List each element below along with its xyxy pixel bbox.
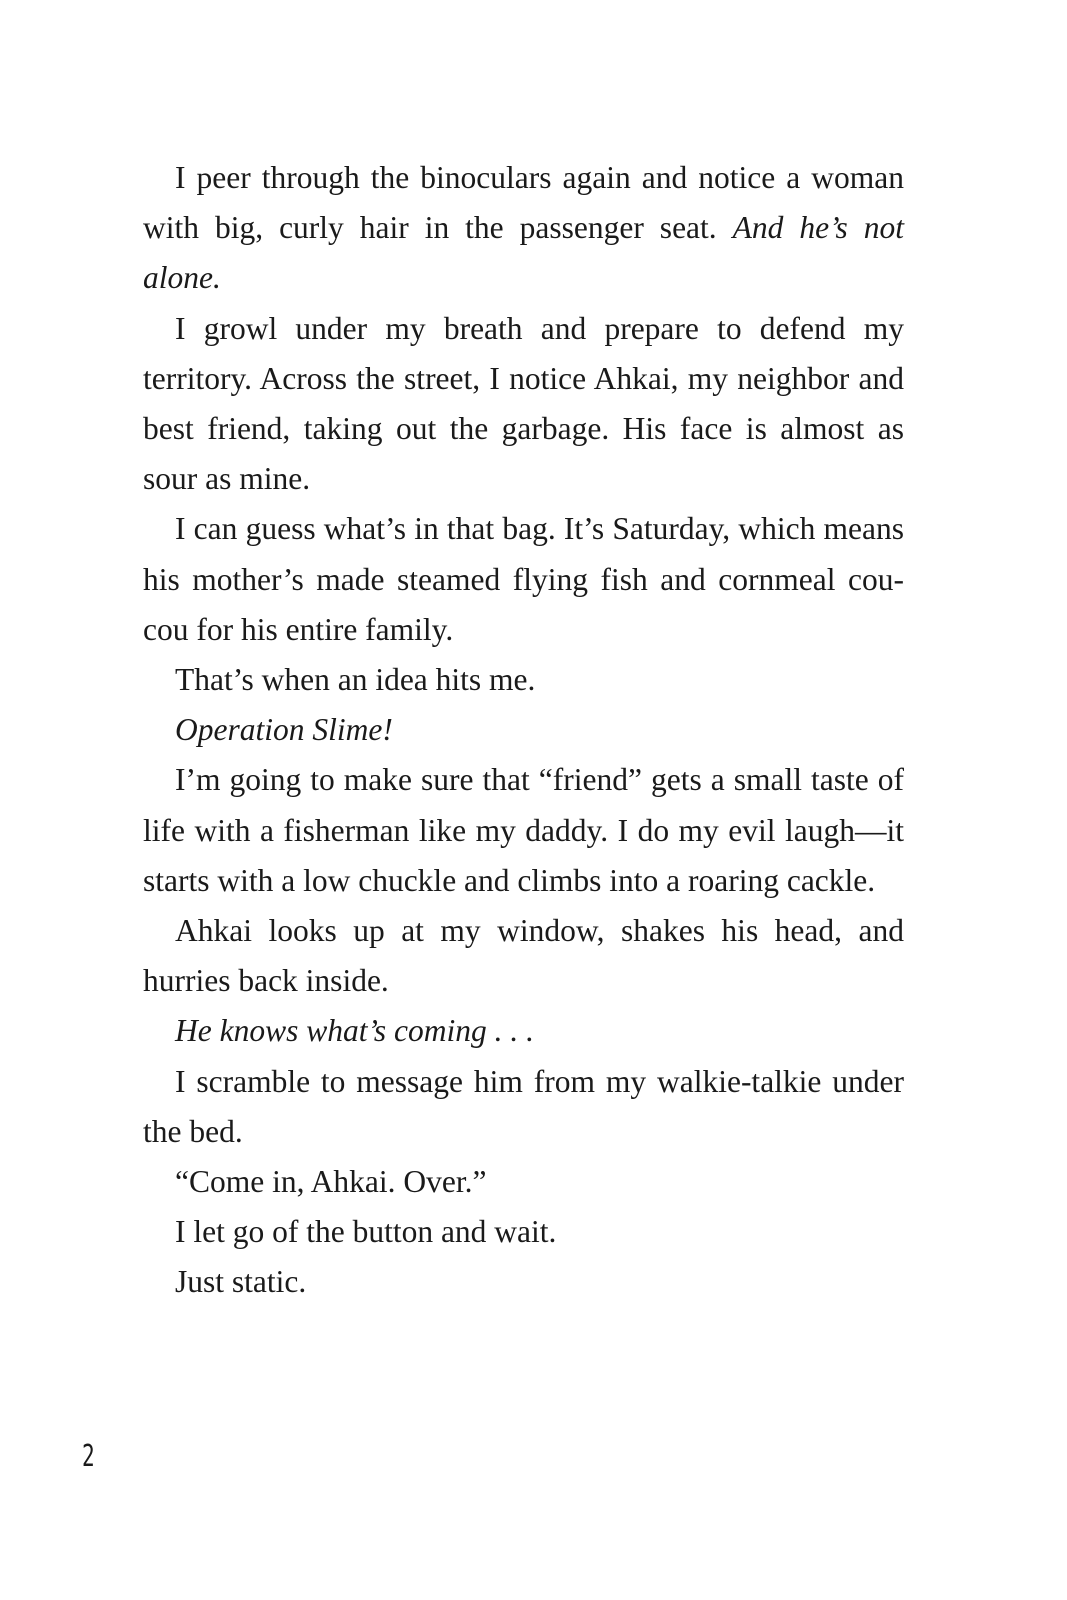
paragraph: He knows what’s coming . . . bbox=[175, 1013, 535, 1049]
page-number: 2 bbox=[82, 1439, 95, 1474]
paragraph: “Come in, Ahkai. Over.” bbox=[175, 1164, 487, 1200]
paragraph: I’m going to make sure that “friend” gets a small taste of life with a fisherman like my daddy. I do my evil laugh—it starts with a low chuckle and climbs into a roaring cackle. bbox=[143, 762, 904, 898]
paragraph: I scramble to message him from my walkie-talkie under the bed. bbox=[143, 1063, 904, 1149]
paragraph: I growl under my breath and prepare to defend my territory. Across the street, I notice Ahkai, my neighbor and best friend, taking out the garbage. His face is almost as sour as mine. bbox=[143, 310, 904, 497]
paragraph: Operation Slime! bbox=[175, 712, 393, 748]
paragraph: That’s when an idea hits me. bbox=[175, 662, 536, 698]
body-text bbox=[143, 153, 904, 1308]
paragraph: I peer through the binoculars again and notice a woman with big, curly hair in the passenger seat. And he’s not alone. bbox=[143, 160, 904, 296]
paragraph: I can guess what’s in that bag. It’s Saturday, which means his mother’s made steamed flying fish and cornmeal cou-cou for his entire family. bbox=[143, 511, 904, 647]
paragraph: I let go of the button and wait. bbox=[175, 1214, 557, 1250]
paragraph: Ahkai looks up at my window, shakes his head, and hurries back inside. bbox=[143, 913, 904, 999]
paragraph: Just static. bbox=[175, 1264, 307, 1300]
